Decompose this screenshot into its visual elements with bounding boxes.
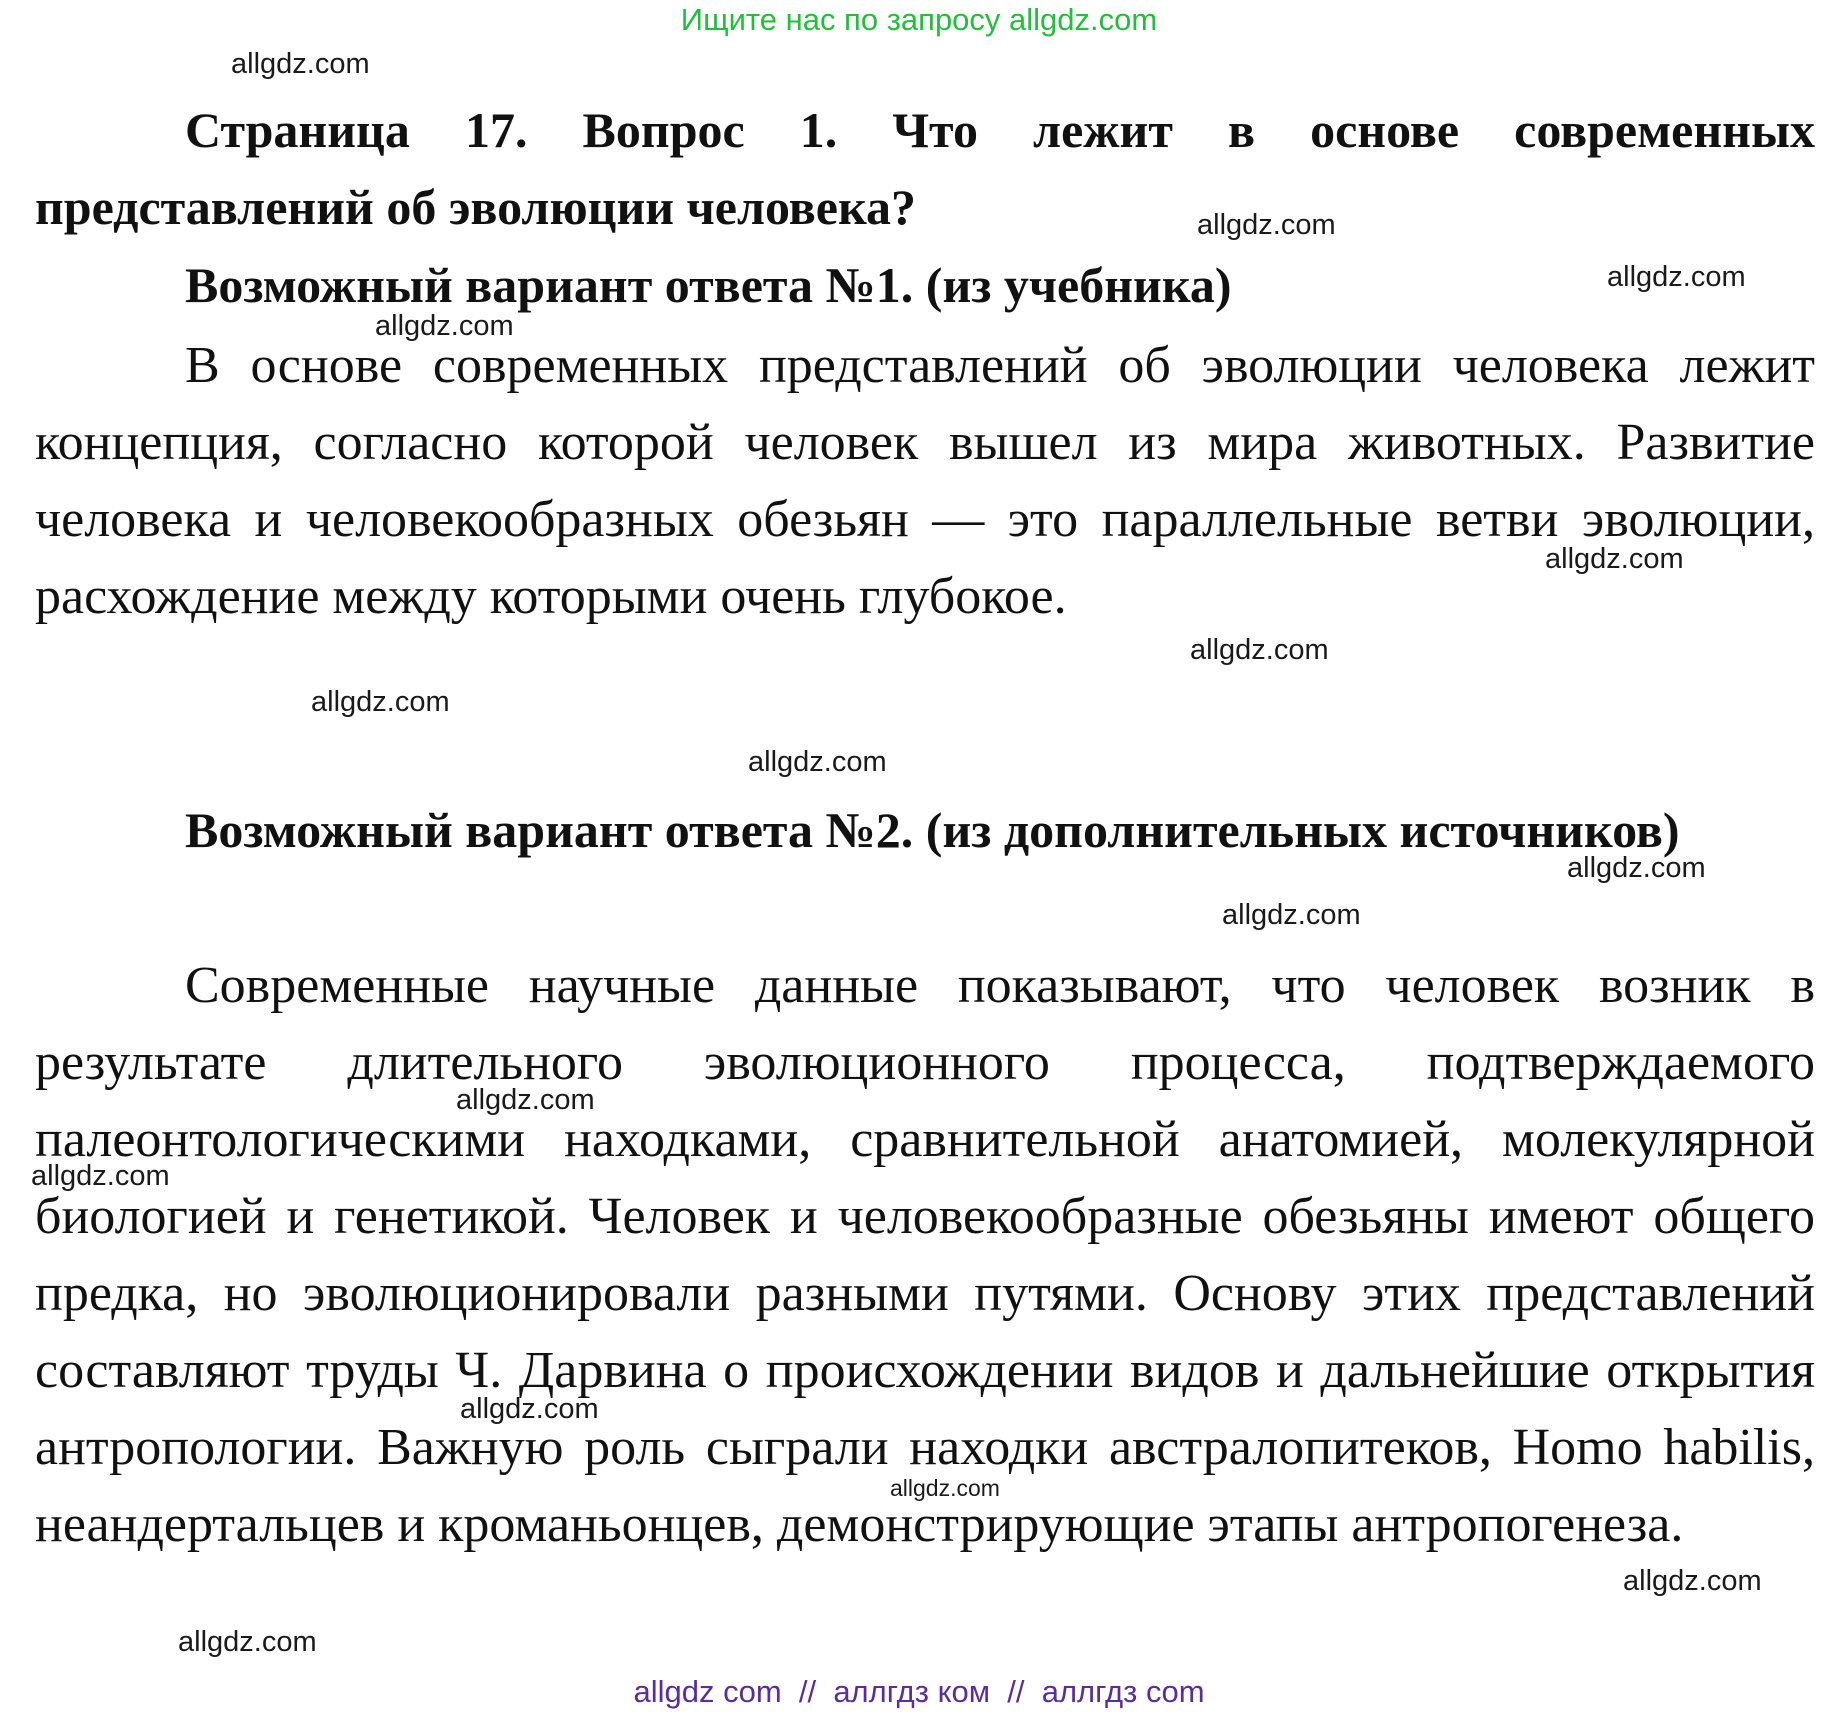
top-banner: Ищите нас по запросу allgdz.com	[680, 2, 1158, 37]
watermark: allgdz.com	[1197, 209, 1336, 241]
watermark: allgdz.com	[890, 1475, 1000, 1501]
watermark: allgdz.com	[311, 686, 450, 718]
answer2-text: Современные научные данные показывают, что человек возник в результате длительного эволюционного процесса, подтверждаемого палеонтологическими находками, сравнительной анатомией, молекулярной биологией и генетикой. Человек и человекообразные обезьяны имеют общего предка, но эволюционировали разными путями. Основу этих представлений составляют труды Ч. Дарвина о происхождении видов и дальнейшие открытия антропологии. Важную роль сыграли находки австралопитеков, Homo habilis, неандертальцев и кроманьонцев, демонстрирующие этапы антропогенеза.	[35, 957, 1815, 1553]
answer2-heading: Возможный вариант ответа №2. (из дополнительных источников)	[185, 802, 1680, 858]
watermark: allgdz.com	[375, 310, 514, 342]
footer-links: allgdz com // аллгдз ком // аллгдз com	[633, 1674, 1205, 1709]
watermark: allgdz.com	[460, 1393, 599, 1425]
question-heading: Страница 17. Вопрос 1. Что лежит в основе современных представлений об эволюции человека?	[35, 102, 1815, 235]
watermark: allgdz.com	[178, 1626, 317, 1658]
answer1-text: В основе современных представлений об эволюции человека лежит концепция, согласно которой человек вышел из мира животных. Развитие человека и человекообразных обезьян — это параллельные ветви эволюции, расхождение между которыми очень глубокое.	[35, 337, 1815, 625]
watermark: allgdz.com	[1545, 543, 1684, 575]
watermark: allgdz.com	[1567, 852, 1706, 884]
answer1-heading: Возможный вариант ответа №1. (из учебника)	[185, 257, 1232, 313]
watermark: allgdz.com	[748, 746, 887, 778]
watermark: allgdz.com	[31, 1160, 170, 1192]
watermark: allgdz.com	[456, 1084, 595, 1116]
watermark: allgdz.com	[1190, 634, 1329, 666]
watermark: allgdz.com	[1623, 1565, 1762, 1597]
watermark: allgdz.com	[1607, 261, 1746, 293]
watermark: allgdz.com	[231, 48, 370, 80]
watermark: allgdz.com	[1222, 899, 1361, 931]
